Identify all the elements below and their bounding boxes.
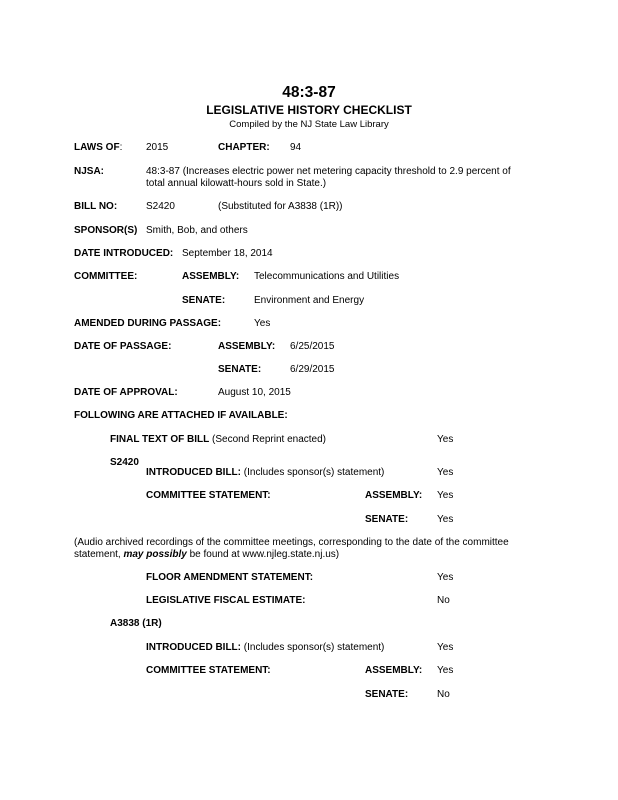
bill-no-label: BILL NO: xyxy=(74,201,118,212)
passage-assembly-value: 6/25/2015 xyxy=(290,341,335,352)
statute-number: 48:3-87 xyxy=(282,84,336,101)
laws-of-year: 2015 xyxy=(146,142,169,153)
a3838-label: A3838 (1R) xyxy=(110,618,162,629)
a3838-committee-label: COMMITTEE STATEMENT: xyxy=(146,665,271,676)
audio-note: (Audio archived recordings of the committee meetings, corresponding to the date of the committee statement, may possibly be found at www.njleg.state.nj.us) xyxy=(74,537,509,560)
fiscal-estimate-value: No xyxy=(437,595,450,606)
a3838-senate-value: No xyxy=(437,689,450,700)
fiscal-estimate-label: LEGISLATIVE FISCAL ESTIMATE: xyxy=(146,595,306,606)
committee-label: COMMITTEE: xyxy=(74,271,138,282)
njsa-label: NJSA: xyxy=(74,166,105,177)
a3838-assembly-value: Yes xyxy=(437,665,454,676)
a3838-introduced-value: Yes xyxy=(437,642,454,653)
committee-assembly-value: Telecommunications and Utilities xyxy=(254,271,400,282)
chapter-value: 94 xyxy=(290,142,302,153)
committee-senate-label: SENATE: xyxy=(182,295,226,306)
a3838-assembly-label: ASSEMBLY: xyxy=(365,665,423,676)
passage-senate-value: 6/29/2015 xyxy=(290,364,335,375)
amended-label: AMENDED DURING PASSAGE: xyxy=(74,318,222,329)
approval-value: August 10, 2015 xyxy=(218,387,291,398)
floor-amendment-value: Yes xyxy=(437,572,454,583)
njsa-value: 48:3-87 (Increases electric power net metering capacity threshold to 2.9 percent of total annual kilowatt-hours sold in State.) xyxy=(146,166,511,189)
s2420-committee-label: COMMITTEE STATEMENT: xyxy=(146,490,271,501)
substituted-note: (Substituted for A3838 (1R)) xyxy=(218,201,343,212)
passage-senate-label: SENATE: xyxy=(218,364,262,375)
committee-senate-value: Environment and Energy xyxy=(254,295,365,306)
sponsors-value: Smith, Bob, and others xyxy=(146,225,248,236)
bill-no-value: S2420 xyxy=(146,201,175,212)
passage-assembly-label: ASSEMBLY: xyxy=(218,341,276,352)
date-introduced-label: DATE INTRODUCED: xyxy=(74,248,174,259)
chapter-label: CHAPTER: xyxy=(218,142,270,153)
final-text-label: FINAL TEXT OF BILL (Second Reprint enacted) xyxy=(110,434,326,445)
date-introduced-value: September 18, 2014 xyxy=(182,248,273,259)
a3838-introduced-label: INTRODUCED BILL: (Includes sponsor(s) statement) xyxy=(146,642,385,653)
s2420-introduced-label: INTRODUCED BILL: (Includes sponsor(s) statement) xyxy=(146,467,385,478)
s2420-senate-value: Yes xyxy=(437,514,454,525)
floor-amendment-label: FLOOR AMENDMENT STATEMENT: xyxy=(146,572,314,583)
s2420-label: S2420 xyxy=(110,457,139,468)
a3838-senate-label: SENATE: xyxy=(365,689,409,700)
committee-assembly-label: ASSEMBLY: xyxy=(182,271,240,282)
final-text-value: Yes xyxy=(437,434,454,445)
approval-label: DATE OF APPROVAL: xyxy=(74,387,178,398)
compiled-by: Compiled by the NJ State Law Library xyxy=(229,119,389,130)
laws-of-label: LAWS OF: xyxy=(74,142,123,153)
s2420-assembly-value: Yes xyxy=(437,490,454,501)
document-title: LEGISLATIVE HISTORY CHECKLIST xyxy=(206,103,412,117)
s2420-senate-label: SENATE: xyxy=(365,514,409,525)
passage-label: DATE OF PASSAGE: xyxy=(74,341,172,352)
sponsors-label: SPONSOR(S) xyxy=(74,225,138,236)
amended-value: Yes xyxy=(254,318,271,329)
s2420-assembly-label: ASSEMBLY: xyxy=(365,490,423,501)
attached-heading: FOLLOWING ARE ATTACHED IF AVAILABLE: xyxy=(74,410,288,421)
s2420-introduced-value: Yes xyxy=(437,467,454,478)
